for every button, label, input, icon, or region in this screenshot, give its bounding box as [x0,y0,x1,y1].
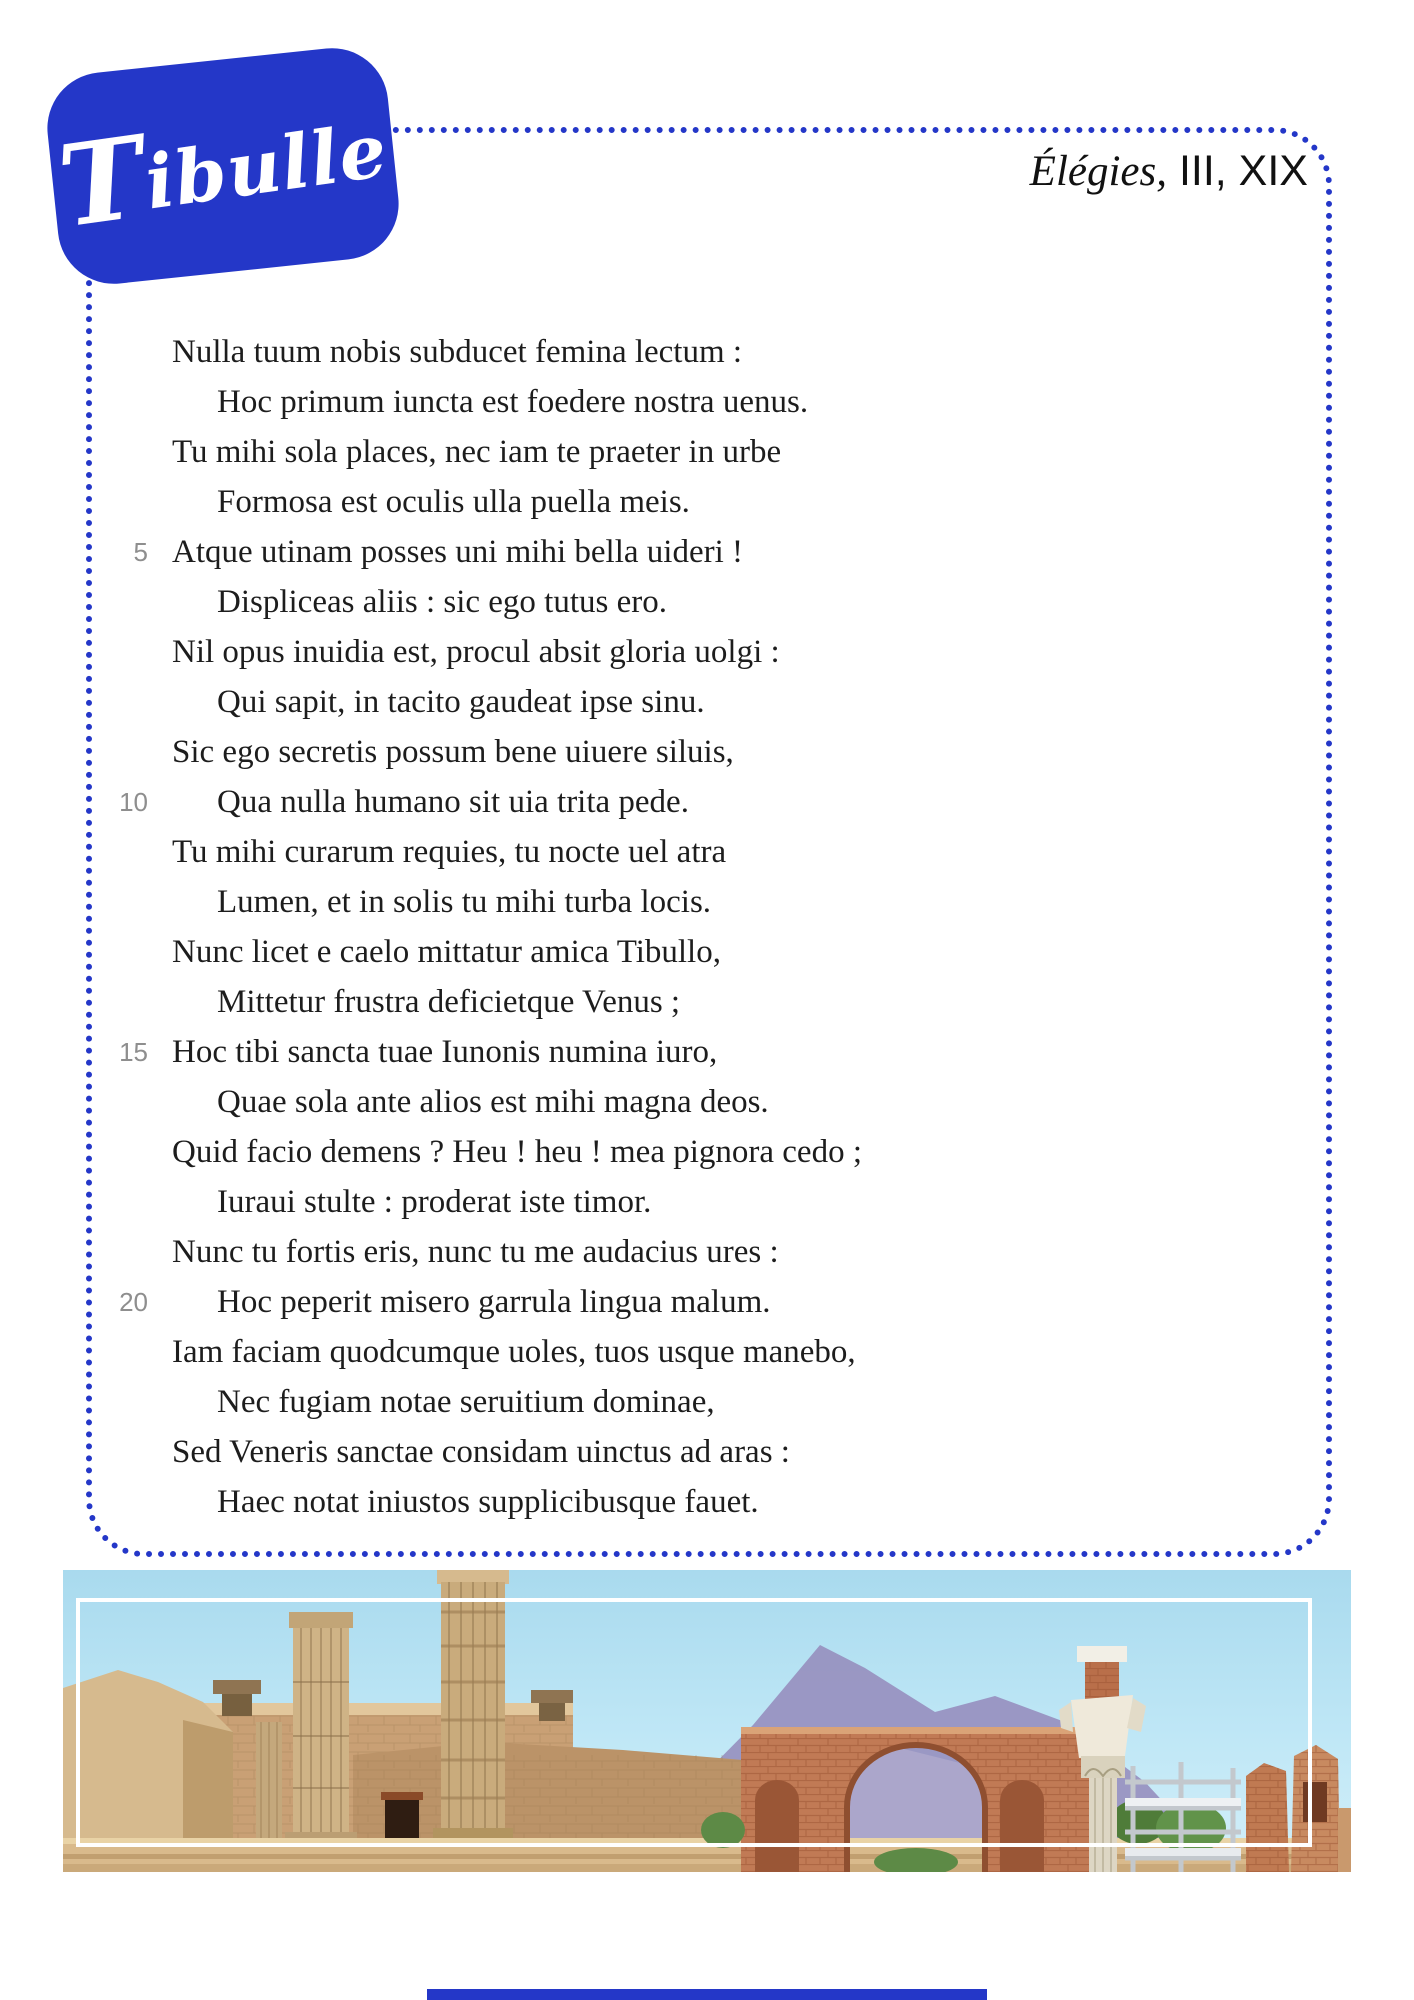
poem-line [100,1227,1280,1277]
column-stub [539,1703,565,1721]
line-text: Hoc tibi sancta tuae Iunonis numina iuro, [172,1034,718,1070]
line-number [100,827,160,877]
line-text: Iuraui stulte : proderat iste timor. [217,1184,652,1220]
line-text: Tu mihi curarum requies, tu nocte uel atra [172,834,727,870]
line-number [100,627,160,677]
logo-rest: ibulle [139,107,393,227]
line-number [100,1077,160,1127]
line-number: 20 [119,1287,148,1317]
line-number [100,1127,160,1177]
line-number [100,1427,160,1477]
poem-line [100,727,1280,777]
line-number: 15 [119,1037,148,1067]
logo-badge [42,43,404,290]
pompeii-photo [63,1570,1351,1872]
line-number [100,1377,160,1427]
poem-line [100,977,1280,1027]
poem-line [100,577,1280,627]
arch-niche [755,1780,799,1872]
right-ruin-edge [1338,1808,1351,1872]
poem [100,327,1280,1527]
poem-line [100,1177,1280,1227]
column-stub [222,1694,252,1716]
line-number [100,427,160,477]
column-capital [289,1612,353,1628]
poem-line [100,1377,1280,1427]
scaffold-platform [1125,1848,1241,1856]
poem-line [100,777,1280,827]
title-reference: III, XIX [1167,147,1308,195]
arch-wall-top [741,1727,1101,1734]
line-number: 10 [119,787,148,817]
line-text: Tu mihi sola places, nec iam te praeter in urbe [172,434,782,470]
line-number [100,577,160,627]
ruin-window [1303,1782,1327,1822]
line-text: Nec fugiam notae seruitium dominae, [217,1384,715,1420]
poem-line [100,377,1280,427]
line-number [100,1327,160,1377]
line-number [100,1477,160,1527]
line-number [100,677,160,727]
line-text: Displiceas aliis : sic ego tutus ero. [217,584,667,620]
doorway-lintel [381,1792,423,1800]
line-text: Hoc peperit misero garrula lingua malum. [217,1284,771,1320]
poem-line [100,827,1280,877]
line-number [100,977,160,1027]
line-text: Qui sapit, in tacito gaudeat ipse sinu. [217,684,705,720]
line-text: Iam faciam quodcumque uoles, tuos usque manebo, [172,1334,856,1370]
line-number [100,1227,160,1277]
line-number [100,377,160,427]
title-work: Élégies, [1029,148,1167,195]
poem-line [100,1427,1280,1477]
line-number: 5 [133,537,148,567]
poem-line [100,1027,1280,1077]
poem-line [100,927,1280,977]
line-text: Nunc licet e caelo mittatur amica Tibullo, [172,934,721,970]
line-text: Quae sola ante alios est mihi magna deos. [217,1084,769,1120]
line-text: Mittetur frustra deficietque Venus ; [217,984,681,1020]
line-text: Hoc primum iuncta est foedere nostra uenus. [217,384,809,420]
poem-line [100,1327,1280,1377]
line-text: Nil opus inuidia est, procul absit gloria uolgi : [172,634,780,670]
poem-line [100,327,1280,377]
line-number [100,1177,160,1227]
line-text: Sic ego secretis possum bene uiuere siluis, [172,734,734,770]
statue-cap [1077,1646,1127,1662]
poem-line [100,427,1280,477]
poem-line [100,877,1280,927]
logo-text [51,88,394,254]
line-text: Lumen, et in solis tu mihi turba locis. [217,884,712,920]
line-number [100,327,160,377]
poem-line [100,527,1280,577]
poem-line [100,477,1280,527]
statue [1071,1695,1133,1758]
line-text: Sed Veneris sanctae considam uinctus ad aras : [172,1434,790,1470]
column-stub-capital [531,1690,573,1703]
poem-line [100,1077,1280,1127]
scaffold-platform [1125,1798,1241,1806]
logo-initial: T [51,111,155,254]
tree [701,1812,745,1848]
line-number [100,727,160,777]
tall-column-top [437,1570,509,1584]
line-number [100,877,160,927]
line-number [100,477,160,527]
poem-line [100,627,1280,677]
line-number [100,927,160,977]
line-text: Formosa est oculis ulla puella meis. [217,484,690,520]
line-text: Qua nulla humano sit uia trita pede. [217,784,689,820]
line-text: Haec notat iniustos supplicibusque fauet. [217,1484,759,1520]
line-text: Nulla tuum nobis subducet femina lectum : [172,334,743,370]
bottom-accent-bar [427,1989,987,2000]
line-text: Nunc tu fortis eris, nunc tu me audacius ures : [172,1234,779,1270]
poem-line [100,1127,1280,1177]
line-text: Quid facio demens ? Heu ! heu ! mea pignora cedo ; [172,1134,862,1170]
poem-line [100,677,1280,727]
poem-line [100,1277,1280,1327]
arch-niche [1000,1780,1044,1872]
poem-line [100,1477,1280,1527]
page-title [1030,148,1308,195]
line-text: Atque utinam posses uni mihi bella uideri ! [172,534,743,570]
column-stub-capital [213,1680,261,1694]
